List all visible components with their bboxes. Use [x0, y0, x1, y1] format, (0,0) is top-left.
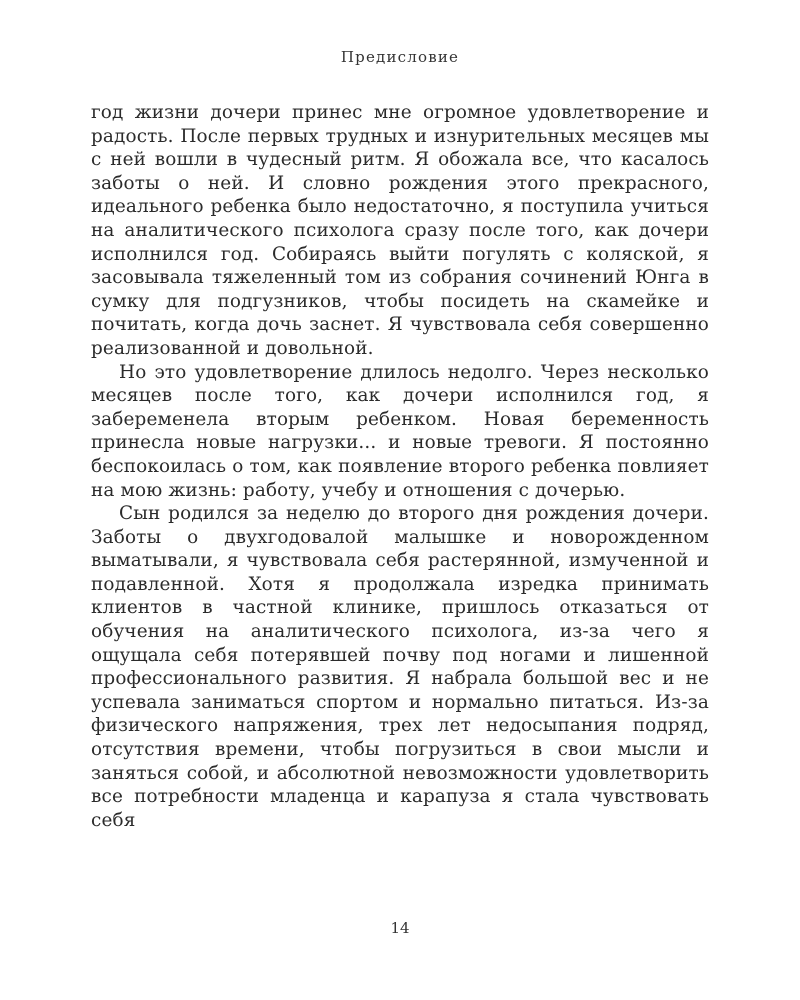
- paragraph: Сын родился за неделю до второго дня рождения дочери. Заботы о двухгодовалой малышке и новорожденном выматывали, я чувствовала себя растерянной, измученной и подавленной. Хотя я продолжала изредка принимать клиентов в частной клинике, пришлось отказаться от обучения на аналитического психолога, из-за чего я ощущала себя потерявшей почву под ногами и лишенной профессионального развития. Я набрала большой вес и не успевала заниматься спортом и нормально питаться. Из-за физического напряжения, трех лет недосыпания подряд, отсутствия времени, чтобы погрузиться в свои мысли и заняться собой, и абсолютной невозможности удовлетворить все потребности младенца и карапуза я стала чувствовать себя: [91, 503, 709, 831]
- paragraph-continued: год жизни дочери принес мне огромное удовлетворение и радость. После первых трудных и изнурительных месяцев мы с ней вошли в чудесный ритм. Я обожала все, что касалось заботы о ней. И словно рождения этого прекрасного, идеального ребенка было недостаточно, я поступила учиться на аналитического психолога сразу после того, как дочери исполнился год. Собираясь выйти погулять с коляской, я засовывала тяжеленный том из собрания сочинений Юнга в сумку для подгузников, чтобы посидеть на скамейке и почитать, когда дочь заснет. Я чувствовала себя совершенно реализованной и довольной.: [91, 102, 709, 359]
- page-number: 14: [390, 919, 410, 937]
- paragraph: Но это удовлетворение длилось недолго. Через несколько месяцев после того, как дочери исполнился год, я забеременела вторым ребенком. Новая беременность принесла новые нагрузки... и новые тревоги. Я постоянно беспокоилась о том, как появление второго ребенка повлияет на мою жизнь: работу, учебу и отношения с дочерью.: [91, 361, 709, 501]
- running-head: Предисловие: [340, 48, 460, 66]
- body-text: [91, 101, 709, 832]
